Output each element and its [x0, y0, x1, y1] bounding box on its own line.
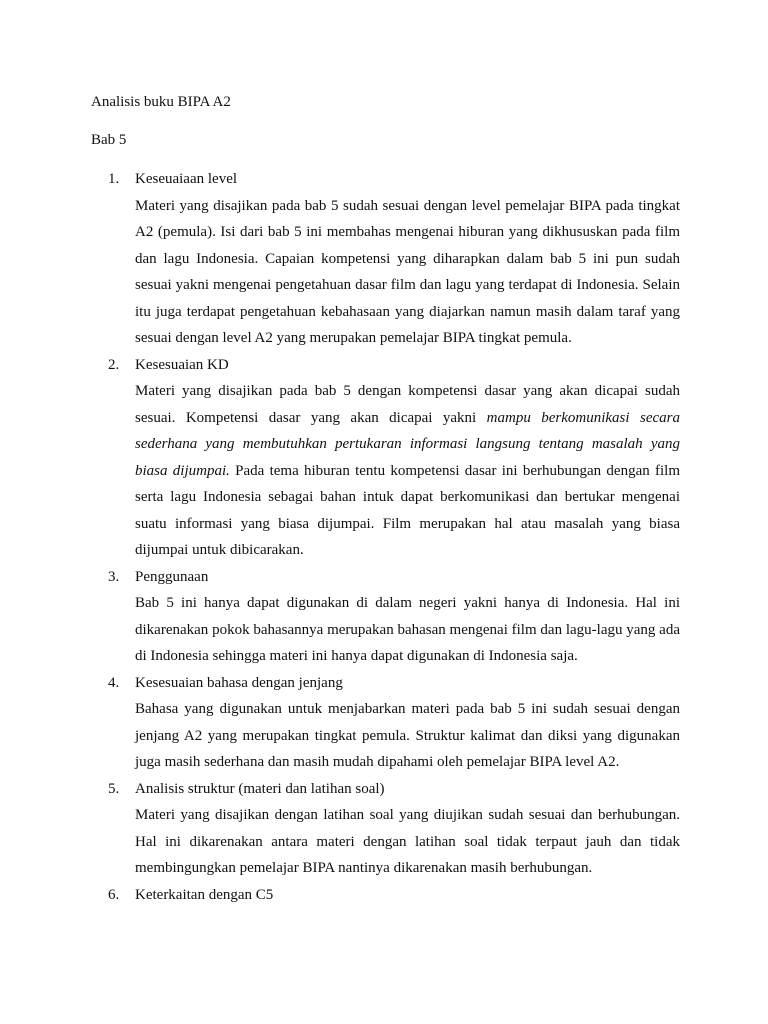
item-heading: Kesesuaian bahasa dengan jenjang: [135, 674, 343, 691]
document-title: Analisis buku BIPA A2: [91, 94, 231, 110]
analysis-list: [108, 166, 680, 908]
item-body-italic: mampu berkomunikasi secara sederhana yang membutuhkan pertukaran informasi langsung tentang masalah yang biasa dijumpai.: [135, 409, 680, 479]
item-body-text: Pada tema hiburan tentu kompetensi dasar ini berhubungan dengan film serta lagu Indonesia sebagai bahan intuk dapat berkomunikasi dan bertukar mengenai suatu informasi yang biasa dijumpai. Film merupakan hal atau masalah yang biasa dijumpai untuk dibicarakan.: [135, 462, 680, 558]
item-body-text: Materi yang disajikan pada bab 5 dengan kompetensi dasar yang akan dicapai sudah sesuai. Kompetensi dasar yang akan dicapai yakni: [135, 383, 680, 426]
list-item-penggunaan: [108, 564, 680, 670]
item-heading: Keterkaitan dengan C5: [135, 886, 274, 903]
list-item-bahasa: [108, 670, 680, 776]
item-number: 2.: [108, 356, 120, 373]
item-heading: Kesesuaian KD: [135, 356, 229, 373]
item-number: 1.: [108, 171, 120, 187]
item-number: 3.: [108, 568, 120, 585]
list-item-struktur: [108, 776, 680, 882]
item-body: [135, 378, 680, 564]
item-body: Materi yang disajikan pada bab 5 sudah sesuai dengan level pemelajar BIPA pada tingkat A2 (pemula). Isi dari bab 5 ini membahas mengenai hiburan yang dikhususkan pada film dan lagu Indonesia. Capaian kompetensi yang diharapkan dalam bab 5 ini pun sudah sesuai yakni mengenai pengetahuan dasar film dan lagu yang terdapat di Indonesia. Selain itu juga terdapat pengetahuan kebahasaan yang diajarkan namun masih dalam taraf yang sesuai dengan level A2 yang merupakan pemelajar BIPA tingkat pemula.: [135, 197, 680, 346]
item-body: Bab 5 ini hanya dapat digunakan di dalam negeri yakni hanya di Indonesia. Hal ini dikarenakan pokok bahasannya merupakan bahasan mengenai film dan lagu-lagu yang ada di Indonesia sehingga materi ini hanya dapat digunakan di Indonesia saja.: [135, 595, 680, 664]
list-item-c5: [108, 882, 680, 909]
item-heading: Analisis struktur (materi dan latihan soal): [135, 780, 385, 797]
chapter-heading: Bab 5: [91, 132, 127, 148]
list-item-kd: [108, 352, 680, 564]
item-heading: Keseuaiaan level: [135, 171, 238, 187]
item-number: 4.: [108, 674, 120, 691]
list-item-level: [108, 166, 680, 352]
item-number: 6.: [108, 886, 120, 903]
item-body: Bahasa yang digunakan untuk menjabarkan materi pada bab 5 ini sudah sesuai dengan jenjang A2 yang merupakan tingkat pemula. Struktur kalimat dan diksi yang digunakan juga masih sederhana dan masih mudah dipahami oleh pemelajar BIPA level A2.: [135, 701, 680, 770]
item-number: 5.: [108, 780, 120, 797]
item-body: Materi yang disajikan dengan latihan soal yang diujikan sudah sesuai dan berhubungan. Hal ini dikarenakan antara materi dengan latihan soal tidak terpaut jauh dan tidak membingungkan pemelajar BIPA nantinya dikarenakan masih berhubungan.: [135, 807, 680, 876]
item-heading: Penggunaan: [135, 568, 209, 585]
